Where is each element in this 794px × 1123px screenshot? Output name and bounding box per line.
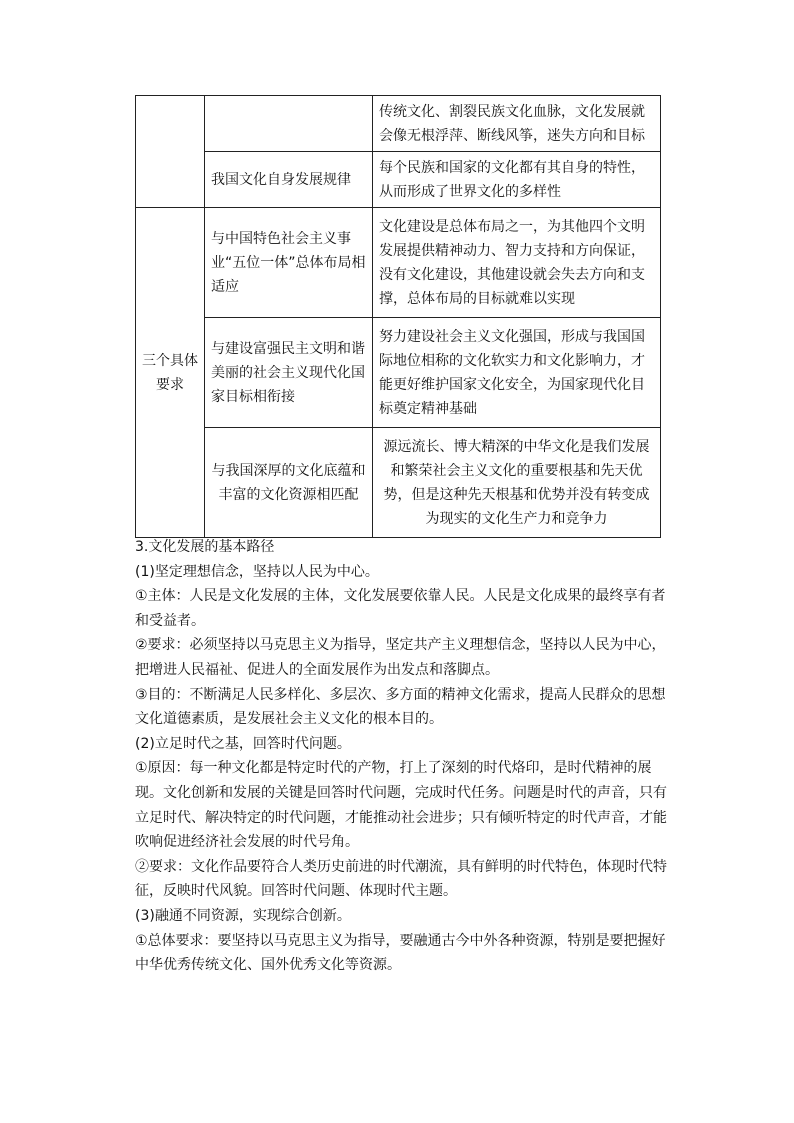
subheading: (2)立足时代之基，回答时代问题。: [135, 735, 351, 752]
table-row: [136, 318, 661, 428]
body-text: [135, 535, 675, 978]
paragraph: ①主体：人民是文化发展的主体，文化发展要依靠人民。人民是文化成果的最终享有者和受益者。: [135, 588, 666, 629]
table-cell-item: 我国文化自身发展规律: [205, 152, 373, 208]
section-heading: 3.文化发展的基本路径: [135, 539, 275, 555]
table-row: [136, 152, 661, 208]
table-cell-description: 源远流长、博大精深的中华文化是我们发展和繁荣社会主义文化的重要根基和先天优势，但是这种先天根基和优势并没有转变成为现实的文化生产力和竞争力: [373, 428, 661, 538]
paragraph: ①原因：每一种文化都是特定时代的产物，打上了深刻的时代烙印，是时代精神的展现。文化创新和发展的关键是回答时代问题，完成时代任务。问题是时代的声音，只有立足时代、解决特定的时代问题，才能推动社会进步；只有倾听特定的时代声音，才能吹响促进经济社会发展的时代号角。: [135, 760, 667, 851]
table-row: [136, 428, 661, 538]
paragraph: ①总体要求：要坚持以马克思主义为指导，要融通古今中外各种资源，特别是要把握好中华优秀传统文化、国外优秀文化等资源。: [135, 932, 666, 974]
table-cell-description: 努力建设社会主义文化强国，形成与我国国际地位相称的文化软实力和文化影响力，才能更好维护国家文化安全，为国家现代化目标奠定精神基础: [373, 318, 661, 428]
table-cell-item: 与建设富强民主文明和谐美丽的社会主义现代化国家目标相衔接: [205, 318, 373, 428]
table-row: [136, 208, 661, 318]
table-row: [136, 96, 661, 152]
table-cell-item: [205, 96, 373, 152]
table-cell-item: 与我国深厚的文化底蕴和丰富的文化资源相匹配: [205, 428, 373, 538]
table-cell-description: 每个民族和国家的文化都有其自身的特性，从而形成了世界文化的多样性: [373, 152, 661, 208]
summary-table: [135, 95, 661, 538]
paragraph: ③目的：不断满足人民多样化、多层次、多方面的精神文化需求，提高人民群众的思想文化道德素质，是发展社会主义文化的根本目的。: [135, 686, 666, 728]
table-cell-description: 文化建设是总体布局之一，为其他四个文明发展提供精神动力、智力支持和方向保证，没有文化建设，其他建设就会失去方向和支撑，总体布局的目标就难以实现: [373, 208, 661, 318]
table-cell-description: 传统文化、割裂民族文化血脉，文化发展就会像无根浮萍、断线风筝，迷失方向和目标: [373, 96, 661, 152]
subheading: (3)融通不同资源，实现综合创新。: [135, 907, 351, 924]
table-cell-item: 与中国特色社会主义事业“五位一体”总体布局相适应: [205, 208, 373, 318]
table-cell-group: 三个具体要求: [136, 208, 205, 538]
subheading: (1)坚定理想信念，坚持以人民为中心。: [135, 563, 379, 580]
paragraph: ②要求：必须坚持以马克思主义为指导，坚定共产主义理想信念，坚持以人民为中心，把增进人民福祉、促进人的全面发展作为出发点和落脚点。: [135, 637, 666, 678]
paragraph: ②要求：文化作品要符合人类历史前进的时代潮流，具有鲜明的时代特色，体现时代特征，反映时代风貌。回答时代问题、体现时代主题。: [135, 858, 667, 900]
table-cell-group-continued: [136, 96, 205, 208]
